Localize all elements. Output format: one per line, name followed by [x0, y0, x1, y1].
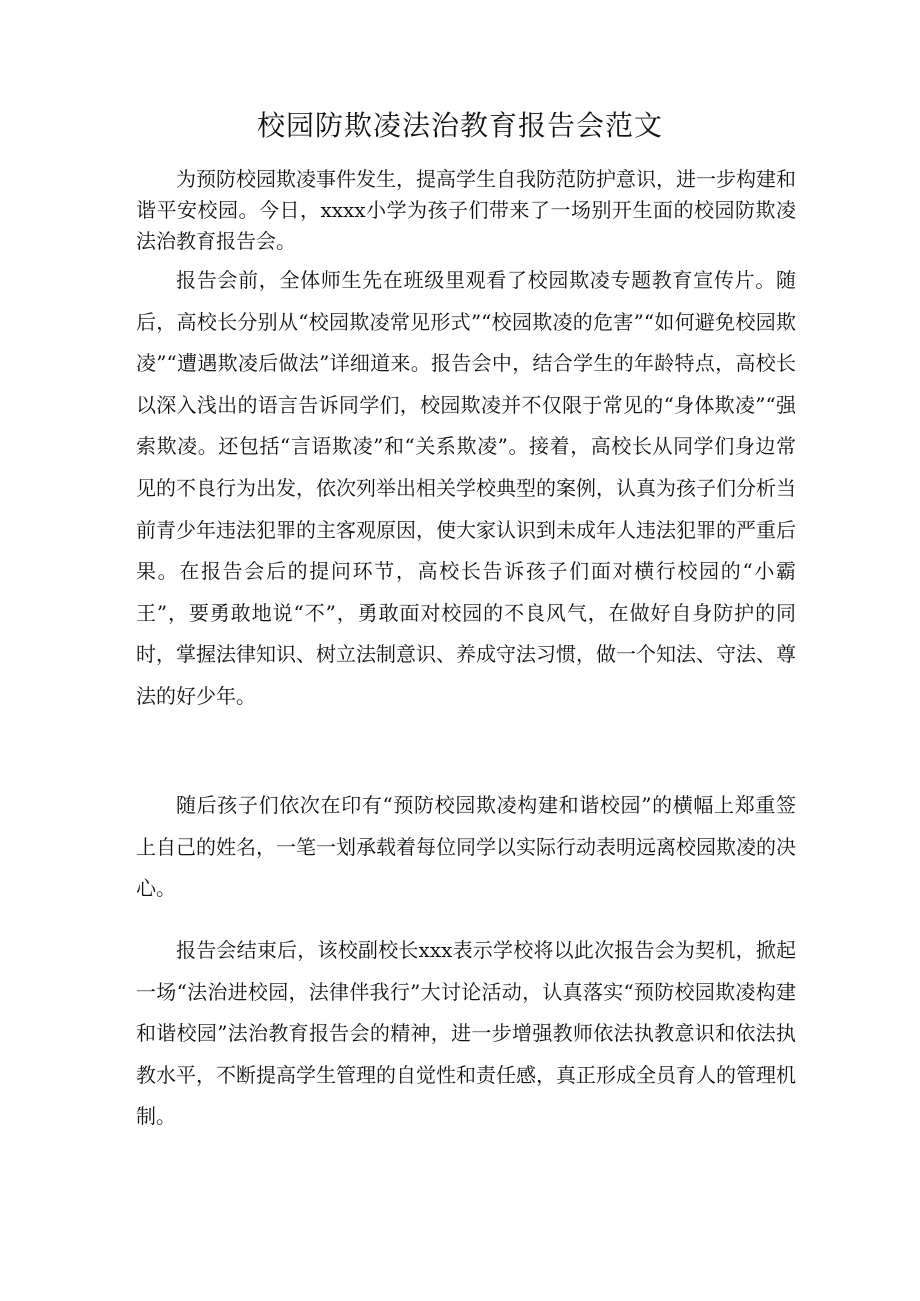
- paragraph-signing-banner: 随后孩子们依次在印有“预防校园欺凌构建和谐校园”的横幅上郑重签上自己的姓名，一笔一划承载着每位同学以实际行动表明远离校园欺凌的决心。: [136, 793, 796, 901]
- paragraph-conclusion: 报告会结束后，该校副校长xxx表示学校将以此次报告会为契机，掀起一场“法治进校园，法律伴我行”大讨论活动，认真落实“预防校园欺凌构建和谐校园”法治教育报告会的精神，进一步增强教师依法执教意识和依法执教水平，不断提高学生管理的自觉性和责任感，真正形成全员育人的管理机制。: [136, 938, 796, 1129]
- document-title: 校园防欺凌法治教育报告会范文: [256, 109, 663, 142]
- paragraph-intro: 为预防校园欺凌事件发生，提高学生自我防范防护意识，进一步构建和谐平安校园。今日，xxxx小学为孩子们带来了一场别开生面的校园防欺凌法治教育报告会。: [136, 167, 796, 253]
- paragraph-report-content: 报告会前，全体师生先在班级里观看了校园欺凌专题教育宣传片。随后，高校长分别从“校园欺凌常见形式”“校园欺凌的危害”“如何避免校园欺凌”“遭遇欺凌后做法”详细道来。报告会中，结合学生的年龄特点，高校长以深入浅出的语言告诉同学们，校园欺凌并不仅限于常见的“身体欺凌”“强索欺凌。还包括“言语欺凌”和“关系欺凌”。接着，高校长从同学们身边常见的不良行为出发，依次列举出相关学校典型的案例，认真为孩子们分析当前青少年违法犯罪的主客观原因，使大家认识到未成年人违法犯罪的严重后果。在报告会后的提问环节，高校长告诉孩子们面对横行校园的“小霸王”，要勇敢地说“不”，勇敢面对校园的不良风气，在做好自身防护的同时，掌握法律知识、树立法制意识、养成守法习惯，做一个知法、守法、尊法的好少年。: [136, 268, 796, 708]
